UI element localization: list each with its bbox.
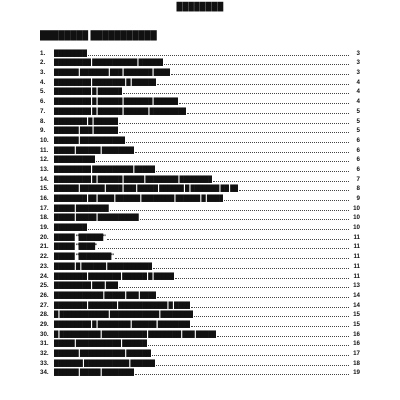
toc-entry-title: █ ████████████ ████████████ ████████: [54, 311, 194, 319]
toc-entry[interactable]: [40, 300, 360, 310]
toc-entry[interactable]: [40, 193, 360, 203]
toc-entry-page: 16: [353, 330, 360, 338]
toc-list: [40, 48, 360, 377]
toc-dot-leader: [217, 336, 349, 337]
toc-entry-number: 12.: [40, 156, 49, 164]
toc-entry-page: 3: [356, 59, 360, 67]
toc-entry-number: 29.: [40, 320, 49, 328]
toc-dot-leader: [98, 248, 349, 249]
toc-entry-number: 14.: [40, 175, 49, 183]
toc-entry-title: ████████ █ ██████: [54, 117, 119, 125]
toc-entry-number: 18.: [40, 214, 49, 222]
toc-entry-page: 3: [356, 49, 360, 57]
toc-entry-number: 10.: [40, 136, 49, 144]
toc-entry-page: 9: [356, 195, 360, 202]
toc-entry[interactable]: [40, 358, 360, 368]
toc-entry-number: 20.: [40, 233, 49, 241]
toc-entry-title: █████ "██████": [54, 233, 106, 241]
toc-entry[interactable]: [40, 281, 360, 291]
toc-entry-number: 15.: [40, 185, 49, 193]
toc-dot-leader: [191, 326, 349, 327]
toc-entry-page: 11: [353, 253, 360, 261]
toc-entry-number: 1.: [40, 49, 46, 57]
toc-entry-title: █████████ █ ██████ ███████ ██████: [54, 98, 179, 106]
toc-entry-page: 14: [353, 291, 360, 299]
toc-entry-title: ████████ ████████ ██████ █ █████: [54, 272, 175, 280]
toc-entry[interactable]: [40, 261, 360, 271]
toc-dot-leader: [175, 278, 349, 279]
toc-entry-page: 16: [353, 340, 360, 348]
toc-dot-leader: [88, 55, 349, 56]
toc-entry[interactable]: [40, 96, 360, 106]
toc-entry-title: ████████: [54, 49, 87, 57]
toc-entry-number: 17.: [40, 204, 49, 212]
toc-dot-leader: [123, 93, 349, 94]
toc-entry-page: 3: [356, 69, 360, 77]
toc-entry-title: ██████ █████ ████████: [54, 369, 135, 377]
toc-entry[interactable]: [40, 222, 360, 232]
toc-entry[interactable]: [40, 319, 360, 329]
toc-entry-page: 4: [356, 98, 360, 106]
toc-entry-page: 11: [353, 262, 360, 270]
toc-entry-number: 27.: [40, 301, 49, 309]
toc-entry-page: 11: [353, 233, 360, 241]
toc-entry-title: ██████ ███████████: [54, 136, 125, 144]
toc-dot-leader: [96, 161, 349, 162]
toc-entry-number: 30.: [40, 330, 49, 338]
toc-entry[interactable]: [40, 213, 360, 223]
toc-dot-leader: [126, 142, 349, 143]
toc-entry-number: 19.: [40, 224, 49, 232]
toc-entry-number: 13.: [40, 165, 49, 173]
toc-entry[interactable]: [40, 126, 360, 136]
toc-entry-number: 25.: [40, 282, 49, 290]
toc-dot-leader: [194, 316, 349, 317]
toc-entry-number: 5.: [40, 88, 46, 96]
toc-entry-title: █████ ██████ ████████: [54, 146, 135, 154]
toc-entry-number: 21.: [40, 243, 49, 251]
toc-entry-title: ██████████: [54, 156, 95, 164]
toc-entry-page: 5: [356, 127, 360, 135]
toc-dot-leader: [115, 258, 349, 259]
toc-entry-title: █████████ ████████ █ ██████: [54, 78, 157, 86]
toc-heading: ████████: [176, 2, 224, 11]
toc-entry-page: 5: [356, 117, 360, 125]
toc-dot-leader: [171, 74, 349, 75]
toc-entry-page: 15: [353, 311, 360, 319]
toc-entry-page: 7: [356, 175, 360, 183]
toc-entry-number: 22.: [40, 253, 49, 261]
toc-dot-leader: [239, 190, 349, 191]
toc-entry-title: ████████ ██ ████ ██████ ████████ ██████ █ ████: [54, 195, 224, 202]
toc-entry-page: 10: [353, 224, 360, 232]
toc-entry-title: █████ "████": [54, 243, 98, 251]
toc-entry-title: █ ██████████ ███████████ ████████ ███ █████: [54, 330, 217, 338]
toc-entry[interactable]: [40, 77, 360, 87]
toc-entry-number: 28.: [40, 311, 49, 319]
toc-entry-page: 15: [353, 320, 360, 328]
toc-entry-page: 6: [356, 165, 360, 173]
toc-entry-number: 4.: [40, 78, 46, 86]
toc-entry[interactable]: [40, 271, 360, 281]
toc-entry-page: 19: [353, 369, 360, 377]
toc-entry-page: 4: [356, 88, 360, 96]
toc-entry-number: 26.: [40, 291, 49, 299]
toc-entry-title: █████ ████████: [54, 204, 109, 212]
toc-entry-page: 4: [356, 78, 360, 86]
toc-dot-leader: [152, 355, 349, 356]
toc-entry-page: 13: [353, 282, 360, 290]
toc-entry[interactable]: [40, 48, 360, 58]
toc-entry[interactable]: [40, 184, 360, 194]
toc-entry[interactable]: [40, 145, 360, 155]
toc-entry[interactable]: [40, 348, 360, 358]
toc-dot-leader: [148, 345, 349, 346]
toc-entry-page: 11: [353, 243, 360, 251]
toc-dot-leader: [157, 297, 349, 298]
toc-entry-number: 34.: [40, 369, 49, 377]
toc-entry-page: 18: [353, 359, 360, 367]
toc-entry-title: ██████ ███████████ ██████: [54, 350, 151, 357]
toc-entry-number: 6.: [40, 98, 46, 106]
toc-dot-leader: [191, 307, 349, 308]
toc-entry[interactable]: [40, 251, 360, 261]
toc-entry[interactable]: [40, 329, 360, 339]
toc-entry[interactable]: [40, 242, 360, 252]
toc-entry-page: 10: [353, 204, 360, 212]
toc-dot-leader: [135, 374, 349, 375]
toc-entry-number: 31.: [40, 340, 49, 348]
toc-entry[interactable]: [40, 290, 360, 300]
toc-entry-title: █████ ███████████ ██████: [54, 340, 147, 348]
toc-entry-page: 6: [356, 146, 360, 154]
toc-entry-page: 10: [353, 214, 360, 222]
toc-entry-number: 24.: [40, 272, 49, 280]
toc-dot-leader: [179, 103, 349, 104]
toc-entry-number: 9.: [40, 127, 46, 135]
toc-entry-number: 11.: [40, 146, 49, 154]
toc-entry-title: █████████ █ ████████ ██████ ████████: [54, 320, 191, 328]
toc-dot-leader: [119, 123, 349, 124]
toc-entry-title: █████████ ███████████ ██████: [54, 59, 164, 67]
toc-entry[interactable]: [40, 232, 360, 242]
toc-dot-leader: [157, 84, 349, 85]
toc-dot-leader: [119, 287, 349, 288]
toc-entry[interactable]: [40, 58, 360, 68]
toc-entry[interactable]: [40, 164, 360, 174]
toc-dot-leader: [156, 365, 349, 366]
toc-entry-title: █████ █ ██████ ███████████: [54, 262, 153, 270]
toc-entry-page: 6: [356, 136, 360, 144]
toc-entry-number: 7.: [40, 107, 46, 115]
toc-entry-title: █████ "████████": [54, 253, 114, 261]
toc-entry-title: ███████ ███████████ ██████: [54, 359, 155, 367]
toc-entry[interactable]: [40, 310, 360, 320]
toc-dot-leader: [224, 200, 349, 201]
toc-entry-number: 3.: [40, 69, 46, 77]
toc-dot-leader: [140, 219, 349, 220]
toc-entry[interactable]: [40, 67, 360, 77]
toc-entry[interactable]: [40, 368, 360, 378]
toc-dot-leader: [110, 210, 349, 211]
toc-entry-title: ████████████ █████ ███ ████: [54, 291, 157, 299]
toc-entry-title: █████████ █ ██████: [54, 88, 123, 96]
toc-entry[interactable]: [40, 155, 360, 165]
toc-entry-number: 32.: [40, 350, 49, 357]
toc-entry-page: 5: [356, 107, 360, 115]
toc-entry-page: 14: [353, 301, 360, 309]
toc-entry-page: 11: [353, 272, 360, 280]
toc-dot-leader: [119, 132, 349, 133]
toc-entry-number: 23.: [40, 262, 49, 270]
toc-entry-number: 16.: [40, 195, 49, 202]
toc-dot-leader: [164, 64, 349, 65]
toc-entry-page: 6: [356, 156, 360, 164]
toc-entry[interactable]: [40, 174, 360, 184]
toc-dot-leader: [135, 152, 349, 153]
toc-entry-title: █████████ ███ ███: [54, 282, 119, 290]
toc-entry-title: █████ █████ ██████████: [54, 214, 139, 222]
toc-entry-number: 8.: [40, 117, 46, 125]
toc-entry-title: ██████ ██████ ████ ███ █████ ██████ █ ███████ ██ ██: [54, 185, 239, 193]
toc-dot-leader: [107, 239, 349, 240]
toc-entry-title: █████████ ██████████ █████: [54, 165, 155, 173]
toc-entry-page: 8: [356, 185, 360, 193]
toc-entry-number: 33.: [40, 359, 49, 367]
toc-entry-title: ████████: [54, 224, 87, 232]
toc-entry-title: ██████ ███████ ███ ███████ ████: [54, 69, 170, 77]
toc-entry[interactable]: [40, 106, 360, 116]
toc-dot-leader: [153, 268, 349, 269]
toc-entry-title: █████████ █ ██████ █████ ████████ ████████: [54, 175, 213, 183]
toc-dot-leader: [213, 181, 349, 182]
toc-dot-leader: [88, 229, 349, 230]
toc-dot-leader: [187, 113, 349, 114]
toc-entry-title: █████████ █ ██████ ██████ █████████: [54, 107, 187, 115]
toc-entry-number: 2.: [40, 59, 46, 67]
toc-dot-leader: [156, 171, 349, 172]
toc-entry-title: ████████ ███████ ████████████ █ ████: [54, 301, 191, 309]
toc-entry[interactable]: [40, 135, 360, 145]
toc-entry[interactable]: [40, 203, 360, 213]
toc-entry-title: ██████ ███ ██████: [54, 127, 119, 135]
toc-entry[interactable]: [40, 339, 360, 349]
toc-entry[interactable]: [40, 116, 360, 126]
toc-entry-page: 17: [353, 350, 360, 357]
manual-subtitle: ████████ ███████████: [40, 30, 157, 40]
toc-entry[interactable]: [40, 87, 360, 97]
